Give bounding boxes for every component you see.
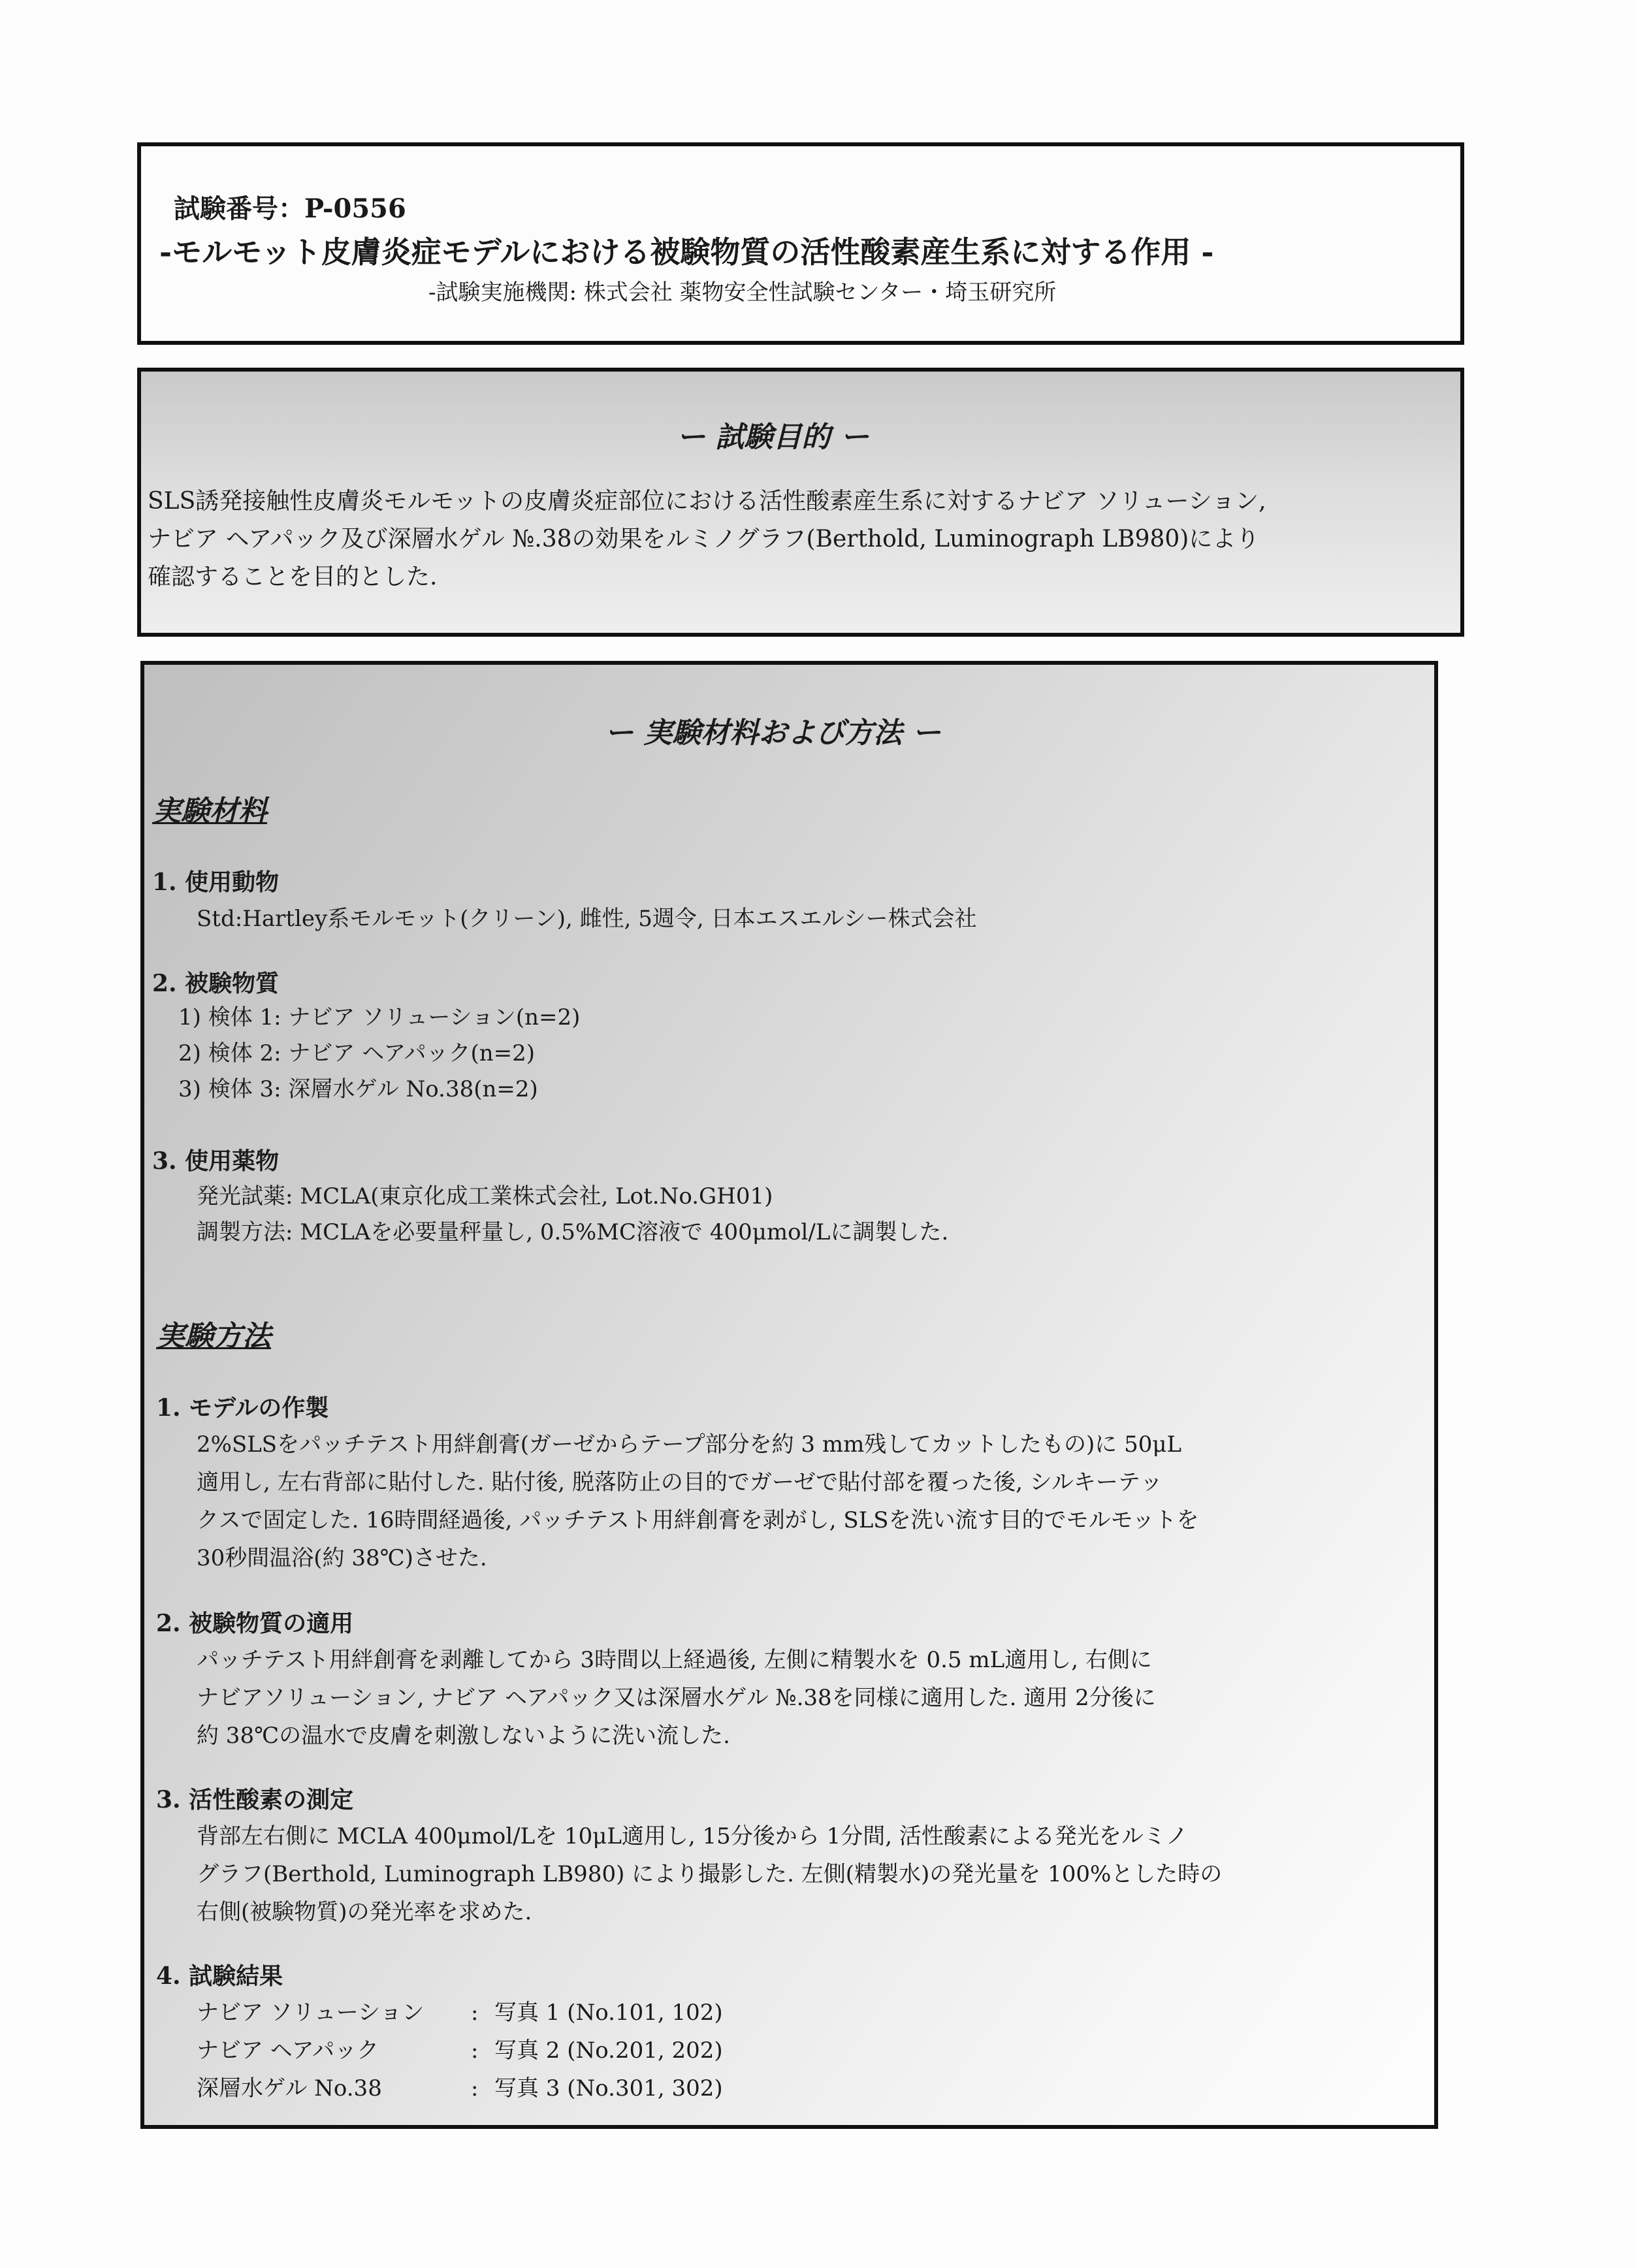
procedure-heading: 2. 被験物質の適用 xyxy=(156,1610,354,1637)
result-photo-ref: 写真 1 (No.101, 102) xyxy=(494,2000,723,2026)
title-box xyxy=(137,142,1464,345)
test-institution: -試験実施機関: 株式会社 薬物安全性試験センター・埼玉研究所 xyxy=(428,280,1057,306)
procedure-line: 右側(被験物質)の発光率を求めた. xyxy=(197,1899,532,1925)
result-separator: : xyxy=(471,2000,479,2026)
purpose-line: SLS誘発接触性皮膚炎モルモットの皮膚炎症部位における活性酸素産生系に対するナビア ソリューション, xyxy=(148,488,1266,515)
methods-heading: 実験方法 xyxy=(156,1320,271,1353)
result-photo-ref: 写真 2 (No.201, 202) xyxy=(494,2037,723,2064)
materials-heading: 実験材料 xyxy=(152,795,267,828)
material-drugs xyxy=(152,1143,948,1251)
material-line: 調製方法: MCLAを必要量秤量し, 0.5%MC溶液で 400μmol/Lに調製した. xyxy=(197,1219,949,1245)
purpose-line: 確認することを目的とした. xyxy=(148,564,438,590)
purpose-line: ナビア ヘアパック及び深層水ゲル №.38の効果をルミノグラフ(Berthold, Luminograph LB980)により xyxy=(148,526,1260,552)
methods-box xyxy=(140,661,1438,2129)
procedure-body xyxy=(197,1641,1156,1755)
material-heading: 2. 被験物質 xyxy=(152,970,280,997)
purpose-box xyxy=(137,368,1464,637)
procedure-line: グラフ(Berthold, Luminograph LB980) により撮影した. 左側(精製水)の発光量を 100%とした時の xyxy=(197,1861,1223,1887)
procedure-line: ナビアソリューション, ナビア ヘアパック又は深層水ゲル №.38を同様に適用した. 適用 2分後に xyxy=(197,1685,1156,1711)
procedure-line: 2%SLSをパッチテスト用絆創膏(ガーゼからテープ部分を約 3 mm残してカットしたもの)に 50μL xyxy=(197,1431,1182,1458)
procedure-line: 適用し, 左右背部に貼付した. 貼付後, 脱落防止の目的でガーゼで貼付部を覆った後, シルキーテッ xyxy=(197,1469,1163,1495)
results-heading: 4. 試験結果 xyxy=(156,1962,283,1990)
result-separator: : xyxy=(471,2075,479,2101)
procedure-heading: 3. 活性酸素の測定 xyxy=(156,1786,354,1813)
procedure-application xyxy=(156,1605,1156,1755)
material-heading: 1. 使用動物 xyxy=(152,869,280,896)
methods-section-title: ー 実験材料および方法 ー xyxy=(605,716,941,750)
material-line: 2) 検体 2: ナビア ヘアパック(n=2) xyxy=(178,1040,536,1066)
purpose-text xyxy=(148,483,1266,596)
procedure-heading: 1. モデルの作製 xyxy=(156,1394,329,1422)
result-sample: 深層水ゲル No.38 xyxy=(197,2075,382,2101)
material-animals xyxy=(152,864,977,937)
results-row xyxy=(197,1994,723,2032)
results-row xyxy=(197,2032,723,2069)
material-line: 1) 検体 1: ナビア ソリューション(n=2) xyxy=(178,1004,581,1030)
result-photo-ref: 写真 3 (No.301, 302) xyxy=(494,2075,723,2101)
procedure-body xyxy=(197,1817,1222,1931)
material-heading: 3. 使用薬物 xyxy=(152,1147,280,1175)
procedure-line: クスで固定した. 16時間経過後, パッチテスト用絆創膏を剥がし, SLSを洗い流す目的でモルモットを xyxy=(197,1507,1199,1533)
purpose-section-title: ー 試験目的 ー xyxy=(677,421,869,454)
results-row xyxy=(197,2069,723,2107)
procedure-model xyxy=(156,1390,1199,1577)
material-line: 3) 検体 3: 深層水ゲル No.38(n=2) xyxy=(178,1076,538,1102)
results-table xyxy=(197,1994,723,2107)
material-line: 発光試薬: MCLA(東京化成工業株式会社, Lot.No.GH01) xyxy=(197,1183,773,1209)
procedure-line: 背部左右側に MCLA 400μmol/Lを 10μL適用し, 15分後から 1分間, 活性酸素による発光をルミノ xyxy=(197,1823,1188,1849)
result-sample: ナビア ヘアパック xyxy=(197,2037,379,2064)
test-results xyxy=(156,1958,723,2107)
result-sample: ナビア ソリューション xyxy=(197,2000,425,2026)
procedure-body xyxy=(197,1426,1199,1577)
procedure-line: 約 38℃の温水で皮膚を刺激しないように洗い流した. xyxy=(197,1723,730,1749)
procedure-line: パッチテスト用絆創膏を剥離してから 3時間以上経過後, 左側に精製水を 0.5 mL適用し, 右側に xyxy=(197,1647,1152,1673)
material-test-substances xyxy=(152,965,580,1108)
test-number: 試験番号：P-0556 xyxy=(174,193,406,224)
material-line: Std:Hartley系モルモット(クリーン), 雌性, 5週令, 日本エスエルシー株式会社 xyxy=(197,906,977,932)
study-title: -モルモット皮膚炎症モデルにおける被験物質の活性酸素産生系に対する作用 - xyxy=(159,234,1214,270)
result-separator: : xyxy=(471,2037,479,2064)
procedure-line: 30秒間温浴(約 38℃)させた. xyxy=(197,1545,487,1571)
procedure-measurement xyxy=(156,1781,1222,1931)
